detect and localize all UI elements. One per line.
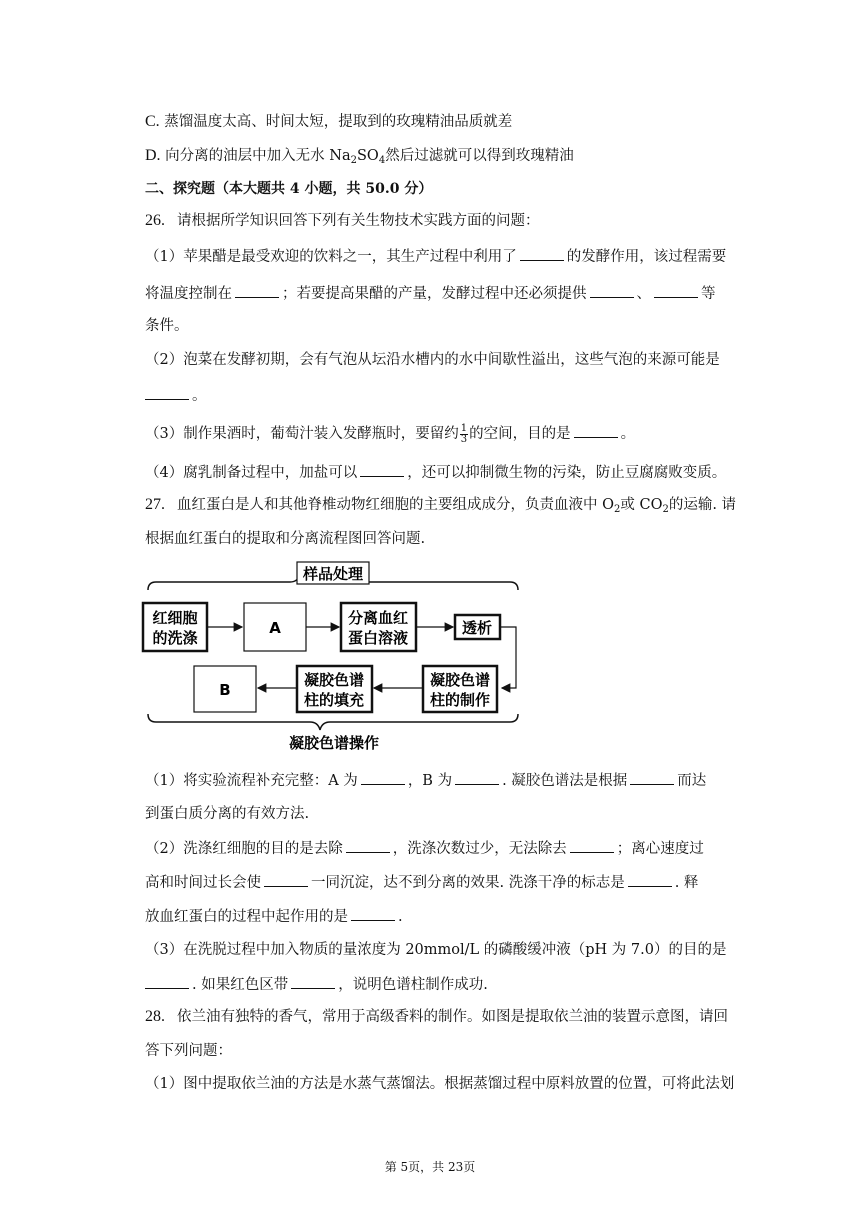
answer-blank[interactable] [145,974,189,989]
text: （2）洗涤红细胞的目的是去除 [145,841,343,857]
text: （4）腐乳制备过程中，加盐可以 [145,465,358,481]
answer-blank[interactable] [145,385,189,400]
answer-blank[interactable] [630,770,674,785]
q26-part2-line1: （2）泡菜在发酵初期，会有气泡从坛沿水槽内的水中间歇性溢出，这些气泡的来源可能是 [145,352,720,368]
q26-part4 [145,462,726,483]
text: 。 [192,388,207,404]
q27-part2-line2 [145,872,698,893]
option-d-text-pre: 向分离的油层中加入无水 Na [165,148,351,164]
q26-part2-line2 [145,385,207,406]
answer-blank[interactable] [570,838,614,853]
arrow [500,627,516,688]
text: 血红蛋白是人和其他脊椎动物红细胞的主要组成成分，负责血液中 O [177,497,614,513]
answer-blank[interactable] [520,246,564,261]
q28-part1: （1）图中提取依兰油的方法是水蒸气蒸馏法。根据蒸馏过程中原料放置的位置，可将此法划 [145,1076,735,1092]
flow-diagram [140,560,530,755]
text: 的发酵作用，该过程需要 [566,249,727,265]
answer-blank[interactable] [654,283,698,298]
box-red-cell-wash-line1: 红细胞 [152,609,198,627]
text: 。 [620,426,636,442]
q27-part1-line1 [145,770,706,791]
text: 放血红蛋白的过程中起作用的是 [145,909,348,925]
text: 依兰油有独特的香气，常用于高级香料的制作。如图是提取依兰油的装置示意图，请回 [177,1009,728,1025]
subscript: 2 [614,504,621,515]
question-number: 27. [145,496,165,513]
option-d [145,146,574,166]
text: . 释 [674,875,699,891]
option-d-text-post: 然后过滤就可以得到玫瑰精油 [385,148,574,164]
box-column-prep-line1: 凝胶色谱 [429,671,491,689]
box-red-cell-wash-line2: 的洗涤 [152,629,198,647]
top-label: 样品处理 [302,565,364,583]
text: . 如果红色区带 [192,977,289,993]
q27-part3-line1: （3）在洗脱过程中加入物质的量浓度为 20mmol/L 的磷酸缓冲液（pH 为 7.0）的目的是 [145,942,727,958]
q27-part3-line2 [145,974,488,995]
q26-part3 [145,423,635,445]
question-number: 26. [145,212,165,229]
text: 、 [636,286,651,302]
answer-blank[interactable] [235,283,279,298]
subscript: 4 [378,155,386,166]
box-a-label: A [269,619,281,637]
q27-part2-line3 [145,906,403,927]
subscript: 2 [662,504,669,515]
answer-blank[interactable] [361,770,405,785]
q26-part1-line2 [145,283,716,304]
answer-blank[interactable] [291,974,335,989]
answer-blank[interactable] [590,283,634,298]
text: 等 [701,286,716,302]
question-28 [145,1007,728,1027]
answer-blank[interactable] [346,838,390,853]
answer-blank[interactable] [628,872,672,887]
q26-part1-line1 [145,246,726,267]
text: （3）制作果酒时，葡萄汁装入发酵瓶时，要留约 [145,426,459,442]
text: 将温度控制在 [145,286,232,302]
question-number: 28. [145,1008,165,1025]
text: 而达 [677,773,707,789]
text: （1）将实验流程补充完整：A 为 [145,773,358,789]
text: . [398,909,403,925]
option-c-text: 蒸馏温度太高、时间太短，提取到的玫瑰精油品质就差 [164,114,513,130]
text: ，洗涤次数过少，无法除去 [392,841,567,857]
option-c-letter: C. [145,113,160,130]
bottom-label: 凝胶色谱操作 [288,734,380,752]
text: ；若要提高果醋的产量，发酵过程中还必须提供 [282,286,587,302]
option-d-text-mid: SO [357,148,379,164]
question-27 [145,495,736,515]
text: 一同沉淀，达不到分离的效果. 洗涤干净的标志是 [311,875,625,891]
bottom-brace [148,714,518,730]
q26-part1-line3: 条件。 [145,318,189,334]
question-26 [145,211,540,231]
box-separate-solution-line2: 蛋白溶液 [347,629,409,647]
q27-part1-line2: 到蛋白质分离的有效方法. [145,806,310,822]
page-footer: 第 5页，共 23页 [384,1160,476,1174]
q27-part2-line1 [145,838,704,859]
box-column-fill-line1: 凝胶色谱 [303,671,365,689]
text: 或 CO [620,497,663,513]
answer-blank[interactable] [264,872,308,887]
answer-blank[interactable] [360,462,404,477]
q27-line2: 根据血红蛋白的提取和分离流程图回答问题. [145,531,426,547]
text: . 凝胶色谱法是根据 [502,773,628,789]
box-separate-solution-line1: 分离血红 [347,609,409,627]
question-text: 请根据所学知识回答下列有关生物技术实践方面的问题： [177,213,540,229]
box-b-label: B [219,681,231,699]
answer-blank[interactable] [574,423,618,438]
option-d-letter: D. [145,147,161,164]
box-dialysis-label: 透析 [461,619,493,637]
fraction [460,424,468,445]
answer-blank[interactable] [455,770,499,785]
fraction-denominator: 3 [460,433,468,445]
text: 的空间，目的是 [469,426,571,442]
text: ，还可以抑制微生物的污染，防止豆腐腐败变质。 [407,465,727,481]
text: 高和时间过长会使 [145,875,261,891]
section-heading: 二、探究题（本大题共 4 小题，共 50.0 分） [145,181,433,197]
option-c [145,112,512,132]
answer-blank[interactable] [351,906,395,921]
box-column-fill-line2: 柱的填充 [303,691,365,709]
text: ；离心速度过 [616,841,704,857]
text: ，说明色谱柱制作成功. [338,977,488,993]
fraction-numerator: 1 [460,422,468,434]
box-column-prep-line2: 柱的制作 [429,691,491,709]
q28-line2: 答下列问题： [145,1043,232,1059]
subscript: 2 [350,155,357,166]
text: ，B 为 [407,773,453,789]
text: 的运输. 请 [668,497,737,513]
text: （1）苹果醋是最受欢迎的饮料之一，其生产过程中利用了 [145,249,517,265]
